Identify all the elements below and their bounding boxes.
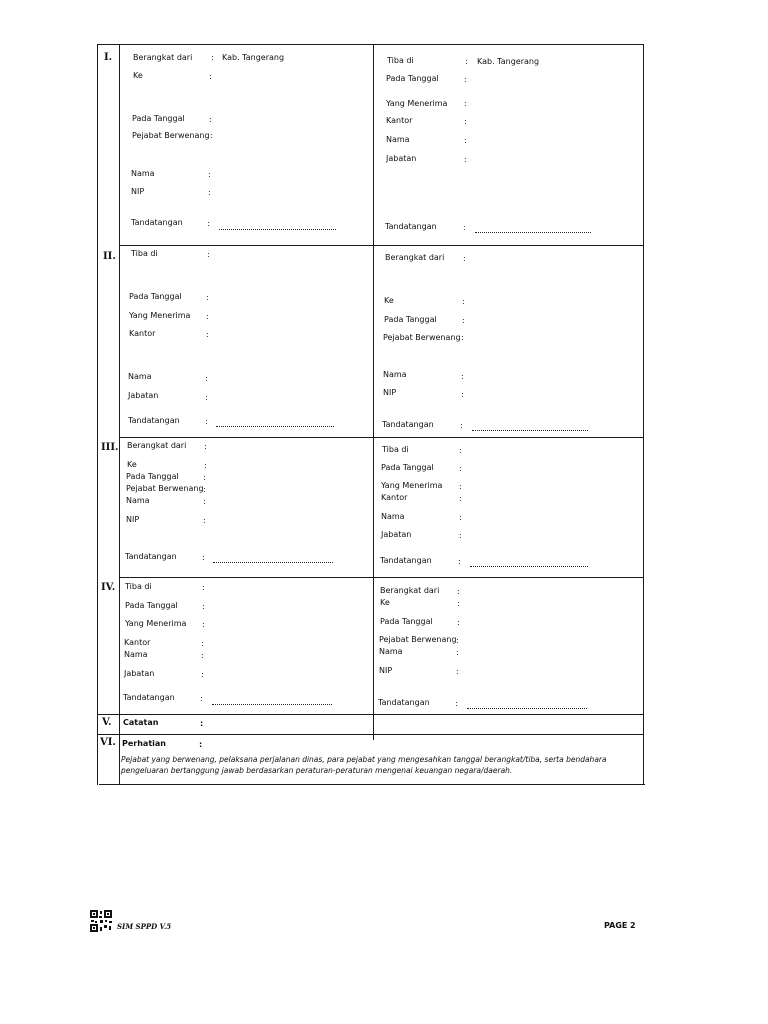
s1-yang-menerima-label: Yang Menerima [386,99,448,108]
s4-pejabat-berwenang-colon: : [456,636,459,645]
s1-ke-label: Ke [133,71,143,80]
s1-pejabat-berwenang-label: Pejabat Berwenang [132,131,210,140]
s1-tiba-di-value: Kab. Tangerang [477,57,540,66]
s2-pada-tanggal-label: Pada Tanggal [129,292,182,301]
s2-r-tandatangan-colon: : [460,421,463,430]
section-iv-number: IV. [101,582,116,593]
s1-r-pada-tanggal-colon: : [464,75,467,84]
s2-jabatan-colon: : [205,393,208,402]
s3-yang-menerima-colon: : [459,482,462,491]
section-vi-number: VI. [100,737,116,748]
s3-jabatan-label: Jabatan [381,530,412,539]
s2-pada-tanggal-colon: : [206,293,209,302]
s1-r-nama-label: Nama [386,135,410,144]
s1-nama-label: Nama [131,169,155,178]
page-number: 2 [630,921,636,930]
row-divider-1-2 [119,245,644,246]
s3-r-tandatangan-label: Tandatangan [380,556,432,565]
s2-tandatangan-colon: : [205,417,208,426]
table-top-border [97,44,644,45]
s4-tiba-di-label: Tiba di [125,582,152,591]
s2-left-signature-line [216,416,334,427]
s1-berangkat-dari-colon: : [211,53,214,62]
s4-kantor-label: Kantor [124,638,151,647]
s4-r-pada-tanggal-label: Pada Tanggal [380,617,433,626]
s1-nip-colon: : [208,188,211,197]
s2-ke-colon: : [462,297,465,306]
s1-r-pada-tanggal-label: Pada Tanggal [386,74,439,83]
s1-pada-tanggal-label: Pada Tanggal [132,114,185,123]
s4-pejabat-berwenang-label: Pejabat Berwenang [379,635,457,644]
s3-tiba-di-label: Tiba di [382,445,409,454]
s4-pada-tanggal-label: Pada Tanggal [125,601,178,610]
s2-nip-colon: : [461,390,464,399]
s4-r-nama-label: Nama [379,647,403,656]
s1-pada-tanggal-colon: : [209,115,212,124]
s1-right-signature-line [475,222,591,233]
s2-kantor-label: Kantor [129,329,156,338]
s4-nama-label: Nama [124,650,148,659]
s3-ke-label: Ke [127,460,137,469]
s2-berangkat-dari-colon: : [463,254,466,263]
s3-nip-label: NIP [126,515,140,524]
table-left-border [97,44,98,785]
s3-r-pada-tanggal-colon: : [459,464,462,473]
s3-tandatangan-label: Tandatangan [125,552,177,561]
s4-r-nama-colon: : [456,648,459,657]
s4-r-pada-tanggal-colon: : [457,618,460,627]
s4-tandatangan-label: Tandatangan [123,693,175,702]
s3-yang-menerima-label: Yang Menerima [381,481,443,490]
s4-yang-menerima-colon: : [202,620,205,629]
s2-tiba-di-label: Tiba di [131,249,158,258]
s1-berangkat-dari-label: Berangkat dari [133,53,193,62]
s4-nip-colon: : [456,667,459,676]
catatan-label: Catatan [123,718,159,727]
s3-r-pada-tanggal-label: Pada Tanggal [381,463,434,472]
s1-kantor-colon: : [464,117,467,126]
s1-kantor-label: Kantor [386,116,413,125]
s2-ke-label: Ke [384,296,394,305]
s4-r-tandatangan-label: Tandatangan [378,698,430,707]
s2-tiba-di-colon: : [207,250,210,259]
s4-berangkat-dari-label: Berangkat dari [380,586,440,595]
s3-ke-colon: : [204,461,207,470]
s3-pada-tanggal-label: Pada Tanggal [126,472,179,481]
s1-tiba-di-colon: : [465,57,468,66]
s4-right-signature-line [467,698,587,709]
s1-jabatan-colon: : [464,155,467,164]
s4-kantor-colon: : [201,639,204,648]
s1-pejabat-berwenang-colon: : [210,131,213,140]
s2-pejabat-berwenang-label: Pejabat Berwenang [383,333,461,342]
s1-r-tandatangan-label: Tandatangan [385,222,437,231]
system-version-label: SIM SPPD V.5 [117,922,172,931]
s2-jabatan-label: Jabatan [128,391,159,400]
roman-column-divider [119,44,120,785]
perhatian-label: Perhatian [122,739,166,748]
s3-tiba-di-colon: : [459,446,462,455]
row-divider-3-4 [119,577,644,578]
perhatian-text-line-1: Pejabat yang berwenang, pelaksana perjalanan dinas, para pejabat yang mengesahkan tanggal berangkat/tiba, serta bendahara [121,755,607,764]
s1-tiba-di-label: Tiba di [387,56,414,65]
perhatian-text-line-2: pengeluaran bertanggung jawab berdasarkan peraturan-peraturan mengenai keuangan negara/daerah. [121,766,513,775]
catatan-colon: : [200,719,204,728]
section-i-number: I. [104,52,113,63]
row-divider-2-3 [119,437,644,438]
s4-left-signature-line [212,694,332,705]
s4-ke-colon: : [457,599,460,608]
s2-yang-menerima-colon: : [206,312,209,321]
s2-r-tandatangan-label: Tandatangan [382,420,434,429]
s2-nama-colon: : [205,374,208,383]
s2-nip-label: NIP [383,388,397,397]
table-right-border [643,44,644,785]
s3-kantor-colon: : [459,494,462,503]
section-v-number: V. [102,717,112,728]
s1-tandatangan-label: Tandatangan [131,218,183,227]
s4-r-tandatangan-colon: : [455,699,458,708]
s4-tandatangan-colon: : [200,694,203,703]
s4-tiba-di-colon: : [202,583,205,592]
s3-berangkat-dari-label: Berangkat dari [127,441,187,450]
s1-tandatangan-colon: : [207,219,210,228]
row-divider-4-5 [98,714,644,715]
s3-pejabat-berwenang-colon: : [203,485,206,494]
table-bottom-border [99,784,645,785]
row-divider-5-6 [98,734,644,735]
s3-r-nama-colon: : [459,513,462,522]
s2-yang-menerima-label: Yang Menerima [129,311,191,320]
s3-left-signature-line [213,552,333,563]
s3-jabatan-colon: : [459,531,462,540]
center-column-divider [373,44,374,740]
s3-nama-label: Nama [126,496,150,505]
s3-tandatangan-colon: : [202,553,205,562]
s1-yang-menerima-colon: : [464,99,467,108]
s2-r-pada-tanggal-colon: : [462,316,465,325]
s4-berangkat-dari-colon: : [457,587,460,596]
s3-pejabat-berwenang-label: Pejabat Berwenang [126,484,204,493]
qr-code-icon [90,910,112,932]
page-label: PAGE [604,921,628,930]
s2-r-nama-colon: : [461,372,464,381]
s4-nip-label: NIP [379,666,393,675]
s4-jabatan-label: Jabatan [124,669,155,678]
s2-kantor-colon: : [206,330,209,339]
s3-nip-colon: : [203,516,206,525]
s4-yang-menerima-label: Yang Menerima [125,619,187,628]
s3-right-signature-line [470,556,588,567]
s1-nip-label: NIP [131,187,145,196]
s4-pada-tanggal-colon: : [202,602,205,611]
s1-r-tandatangan-colon: : [463,223,466,232]
s1-left-signature-line [219,219,336,230]
s3-berangkat-dari-colon: : [204,442,207,451]
s1-nama-colon: : [208,170,211,179]
s1-jabatan-label: Jabatan [386,154,417,163]
section-iii-number: III. [101,442,119,453]
s2-right-signature-line [472,420,588,431]
s2-pejabat-berwenang-colon: : [461,333,464,342]
s1-ke-colon: : [209,72,212,81]
s2-r-nama-label: Nama [383,370,407,379]
perhatian-colon: : [199,740,203,749]
s1-r-nama-colon: : [464,136,467,145]
s2-r-pada-tanggal-label: Pada Tanggal [384,315,437,324]
s3-nama-colon: : [203,497,206,506]
s2-berangkat-dari-label: Berangkat dari [385,253,445,262]
s2-nama-label: Nama [128,372,152,381]
s3-r-tandatangan-colon: : [458,557,461,566]
s1-berangkat-dari-value: Kab. Tangerang [222,53,285,62]
s3-pada-tanggal-colon: : [203,473,206,482]
s4-jabatan-colon: : [201,670,204,679]
section-ii-number: II. [103,251,116,262]
s4-ke-label: Ke [380,598,390,607]
s4-nama-colon: : [201,651,204,660]
s2-tandatangan-label: Tandatangan [128,416,180,425]
s3-kantor-label: Kantor [381,493,408,502]
s3-r-nama-label: Nama [381,512,405,521]
